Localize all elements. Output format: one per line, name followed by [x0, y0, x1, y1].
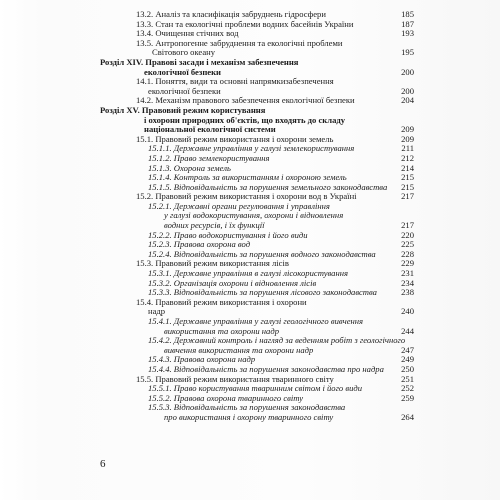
toc-entry-text: Розділ XIV. Правові засади і механізм забезпечення	[100, 56, 299, 67]
toc-entry-text: у галузі водокористування, охорони і відновлення	[164, 210, 344, 221]
toc-entry-text: 15.1.1. Державне управління у галузі землекористування	[148, 143, 355, 154]
toc-entry-text: 15.4.2. Державний контроль і нагляд за веденням робіт з геологічного	[148, 335, 406, 346]
toc-entry-text: Світового океану	[152, 47, 216, 58]
toc-entry-text: Розділ XV. Правовий режим користування	[100, 104, 266, 115]
toc-entry	[100, 39, 414, 49]
toc-entry-page: 217	[401, 220, 414, 231]
toc-entry-text: 15.1.5. Відповідальність за порушення земельного законодавства	[148, 181, 388, 192]
toc-entry-text: 13.3. Стан та екологічні проблеми водних басейнів України	[136, 18, 354, 29]
toc-entry-text: і охорони природних об'єктів, що входять до складу	[144, 114, 346, 125]
toc-entry-text: вивчення використання та охорони надр	[164, 344, 314, 355]
toc-entry-page: 212	[401, 152, 414, 163]
toc-entry-text: 15.4.4. Відповідальність за порушення законодавства про надра	[148, 363, 384, 374]
toc-entry-page: 259	[401, 392, 414, 403]
toc-entry-page: 211	[401, 143, 414, 154]
toc-entry-text: 13.5. Антропогенне забруднення та екологічні проблеми	[136, 37, 343, 48]
toc-entry-page: 251	[401, 373, 414, 384]
toc-entry-text: про використання і охорону тваринного світу	[164, 411, 334, 422]
toc-entry-text: 15.2.3. Правова охорона вод	[148, 239, 251, 250]
toc-entry-page: 244	[401, 325, 414, 336]
toc-entry-page: 247	[401, 344, 414, 355]
toc-entry-page: 187	[401, 18, 414, 29]
toc-entry-page: 220	[401, 229, 414, 240]
toc-entry-text: екологічної безпеки	[148, 85, 221, 96]
toc-entry-text: 15.1.4. Контроль за використанням і охороною земель	[148, 172, 347, 183]
toc-entry-text: 15.1.2. Право землекористування	[148, 152, 270, 163]
toc-entry-page: 231	[401, 268, 414, 279]
toc-entry-page: 250	[401, 363, 414, 374]
toc-entry-text: 14.1. Поняття, види та основні напрямкизабезпечення	[136, 76, 334, 87]
toc-entry-page: 215	[401, 172, 414, 183]
toc-entry-page: 215	[401, 181, 414, 192]
toc-entry-page: 240	[401, 306, 414, 317]
toc-entry-page: 217	[401, 191, 414, 202]
toc-entry-text: екологічної безпеки	[144, 66, 221, 77]
toc-entry	[100, 413, 414, 423]
toc-entry-text: 15.5.2. Правова охорона тваринного світу	[148, 392, 304, 403]
toc-entry-text: 15.2.2. Право водокористування і його види	[148, 229, 308, 240]
toc-entry-page: 229	[401, 258, 414, 269]
toc-entry-text: 13.4. Очищення стічних вод	[136, 28, 239, 39]
toc-entry-text: надр	[148, 306, 166, 317]
toc-entry-text: 15.5.3. Відповідальність за порушення законодавства	[148, 402, 346, 413]
table-of-contents	[100, 10, 414, 423]
toc-entry-page: 252	[401, 383, 414, 394]
toc-entry-text: 15.3.1. Державне управління в галузі лісокористування	[148, 268, 348, 279]
toc-entry-text: 15.5. Правовий режим використання тваринного світу	[136, 373, 334, 384]
toc-entry-text: національної екологічної системи	[144, 124, 276, 135]
toc-entry-page: 238	[401, 287, 414, 298]
toc-entry-page: 209	[401, 133, 414, 144]
toc-entry-text: 13.2. Аналіз та класифікація забруднень гідросфери	[136, 9, 326, 19]
toc-entry-text: 15.2.4. Відповідальність за порушення водного законодавства	[148, 248, 376, 259]
toc-entry-text: водних ресурсів, і їх функції	[164, 220, 265, 231]
toc-entry-text: 15.2.1. Державні органи регулювання і управління	[148, 200, 330, 211]
toc-entry-page: 264	[401, 411, 414, 422]
toc-entry-text: використання та охорони надр	[164, 325, 279, 336]
page-number: 6	[100, 458, 106, 470]
toc-entry-text: 14.2. Механізм правового забезпечення екологічної безпеки	[136, 95, 355, 106]
toc-entry-text: 15.3. Правовий режим використання лісів	[136, 258, 289, 269]
toc-entry-page: 204	[401, 95, 414, 106]
toc-entry-page: 200	[401, 85, 414, 96]
toc-entry-page: 195	[401, 47, 414, 58]
toc-entry-page: 234	[401, 277, 414, 288]
toc-entry-page: 209	[401, 124, 414, 135]
toc-entry-page: 185	[401, 9, 414, 19]
toc-entry-page: 193	[401, 28, 414, 39]
toc-entry-page: 249	[401, 354, 414, 365]
toc-entry-text: 15.3.2. Організація охорони і відновлення лісів	[148, 277, 317, 288]
toc-entry-text: 15.3.3. Відповідальність за порушення лісового законодавства	[148, 287, 377, 298]
toc-entry-page: 214	[401, 162, 414, 173]
toc-entry-text: 15.1. Правовий режим використання і охорони земель	[136, 133, 334, 144]
toc-entry-page: 200	[401, 66, 414, 77]
toc-entry-page: 225	[401, 239, 414, 250]
toc-entry-text: 15.2. Правовий режим використання і охорони вод в Україні	[136, 191, 357, 202]
toc-entry-text: 15.4.3. Правова охорона надр	[148, 354, 256, 365]
toc-entry-text: 15.1.3. Охорона земель	[148, 162, 231, 173]
toc-entry-text: 15.5.1. Право користування тваринним світом і його види	[148, 383, 363, 394]
toc-entry-text: 15.4. Правовий режим використання і охорони	[136, 296, 307, 307]
toc-entry-page: 228	[401, 248, 414, 259]
toc-entry-text: 15.4.1. Державне управління у галузі геологічного вивчення	[148, 316, 364, 326]
